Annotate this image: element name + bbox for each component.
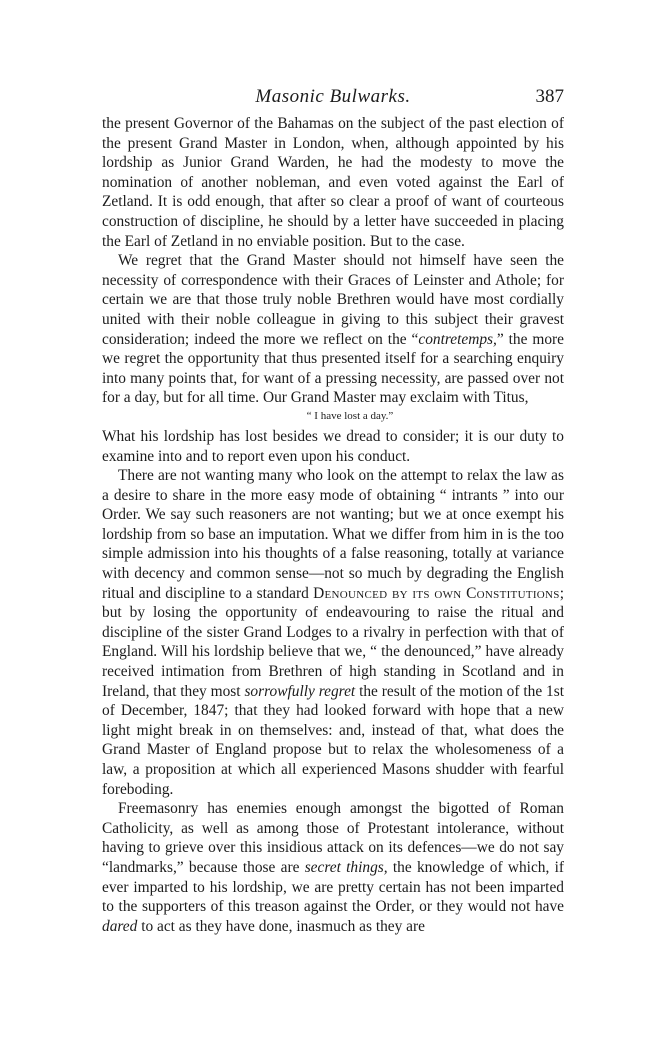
book-page xyxy=(102,80,564,936)
page-number: 387 xyxy=(535,86,564,107)
paragraph-4-small-caps: Denounced by its own Constitutions xyxy=(313,584,560,602)
quotation: “ I have lost a day.” xyxy=(306,409,394,422)
paragraph-4-text-c: the result of the motion of the 1st of December, 1847; that they had looked forward with hope that a new light might break in on themselves: and, instead of that, what does the Grand Master of England propose but to relax the wholesomeness of a law, a proposition at which all experienced Masons shudder with fearful foreboding. xyxy=(102,682,565,798)
paragraph-3-text: What his lordship has lost besides we dread to consider; it is our duty to examine into and to report even upon his conduct. xyxy=(102,427,564,465)
paragraph-5 xyxy=(102,799,564,936)
running-title: Masonic Bulwarks. xyxy=(255,86,411,107)
body-text xyxy=(102,114,564,936)
paragraph-4-emphasis: sorrowfully regret xyxy=(244,682,356,700)
paragraph-1 xyxy=(102,114,564,251)
paragraph-3 xyxy=(102,427,564,466)
paragraph-5-text-b: the knowledge of which, if ever imparted to his lordship, we are pretty certain has not been imparted to the supporters of this treason against the Order, or they would not have xyxy=(102,858,564,916)
paragraph-5-text-a: Freemasonry has enemies enough amongst the bigotted of Roman Catholicity, as well as among those of Protestant intolerance, without having to grieve over this insidious attack on its defences—we do not say “landmarks,” because those are xyxy=(102,800,564,876)
paragraph-2-emphasis: contretemps, xyxy=(418,330,497,348)
paragraph-4 xyxy=(102,466,564,799)
paragraph-5-emphasis-2: dared xyxy=(102,917,138,935)
paragraph-5-emphasis-1: secret things, xyxy=(304,858,388,876)
paragraph-2-text-a: We regret that the Grand Master should not himself have seen the necessity of correspondence with their Graces of Leinster and Athole; for certain we are that those truly noble Brethren would have most cordially united with their noble colleague in giving to this subject their gravest consideration; indeed the more we reflect on the “ xyxy=(102,252,564,348)
paragraph-4-text-a: There are not wanting many who look on the attempt to relax the law as a desire to share in the more easy mode of obtaining “ intrants ” into our Order. We say such reasoners are not wanting; but we at once exempt his lordship from so base an imputation. What we differ from him in is the too simple admission into his thoughts of a false reasoning, totally at variance with decency and common sense—not so much by degrading the English ritual and discipline to a standard xyxy=(102,467,564,602)
page-header xyxy=(102,80,564,114)
paragraph-2 xyxy=(102,251,564,408)
paragraph-5-text-c: to act as they have done, inasmuch as they are xyxy=(137,917,425,935)
paragraph-4-text-b: ; but by losing the opportunity of endeavouring to raise the ritual and discipline of the sister Grand Lodges to a rivalry in perfection with that of England. Will his lordship believe that we, “ the denounced,” have already received intimation from Brethren of high standing in Scotland and in Ireland, that they most xyxy=(102,584,564,700)
paragraph-2-text-b: ” the more we regret the opportunity that thus presented itself for a searching enquiry into many points that, for want of a pressing necessity, are passed over not for a day, but for all time. Our Grand Master may exclaim with Titus, xyxy=(102,330,565,407)
paragraph-1-text: the present Governor of the Bahamas on the subject of the past election of the present Grand Master in London, when, although appointed by his lordship as Junior Grand Warden, he had the modesty to move the nomination of another nobleman, and even voted against the Earl of Zetland. It is odd enough, that after so clear a proof of want of courteous construction of discipline, he should by a letter have succeeded in placing the Earl of Zetland in no enviable position. But to the case. xyxy=(102,115,564,250)
